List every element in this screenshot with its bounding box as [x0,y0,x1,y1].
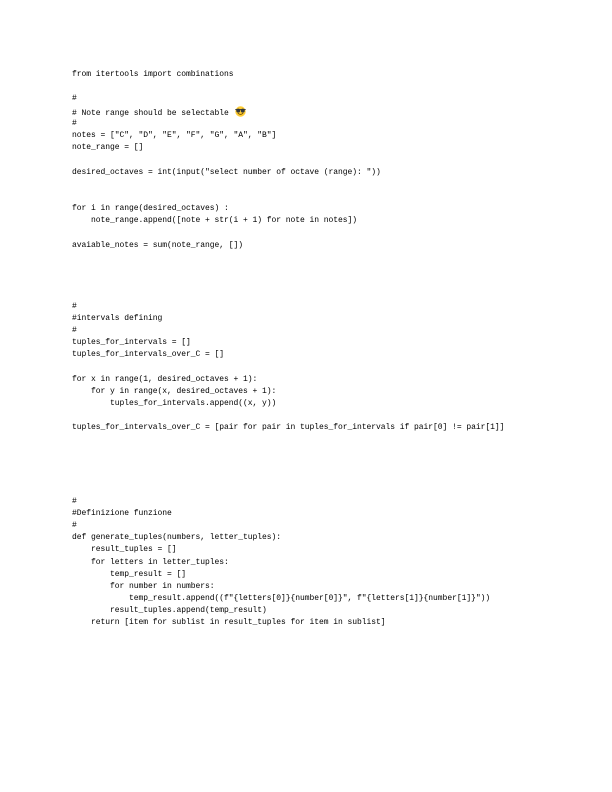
code-line [72,422,504,434]
code-text: temp_result.append((f"{letters[0]}{number[0]}", f"{letters[1]}{number[1]}")) [72,594,491,604]
code-line [72,81,504,93]
code-line [72,69,504,81]
code-text: for number in numbers: [72,581,215,591]
code-line [72,313,504,325]
code-text: for letters in letter_tuples: [72,557,229,567]
code-line [72,325,504,337]
code-text: tuples_for_intervals.append((x, y)) [72,399,277,409]
code-line [72,374,504,386]
code-line [72,301,504,313]
code-text: for i in range(desired_octaves) : [72,204,229,214]
code-text: notes = ["C", "D", "E", "F", "G", "A", "B"] [72,130,277,140]
code-line [72,130,504,142]
code-line [72,605,504,617]
code-text: # [72,118,77,128]
code-text: # Note range should be selectable [72,108,234,118]
code-line [72,459,504,471]
code-text: # [72,520,77,530]
code-line [72,435,504,447]
code-line [72,215,504,227]
code-line [72,520,504,532]
code-text: return [item for sublist in result_tuples for item in sublist] [72,618,386,628]
code-line [72,191,504,203]
code-line [72,227,504,239]
code-line [72,496,504,508]
code-text: for x in range(1, desired_octaves + 1): [72,374,258,384]
code-line [72,398,504,410]
code-text: tuples_for_intervals_over_C = [] [72,350,225,360]
code-text: from itertools import combinations [72,70,234,79]
code-line [72,483,504,495]
code-line [72,167,504,179]
code-text: # [72,301,77,311]
code-line [72,264,504,276]
code-line [72,410,504,422]
code-line [72,386,504,398]
code-text: for y in range(x, desired_octaves + 1): [72,386,277,396]
code-text: result_tuples.append(temp_result) [72,606,267,616]
code-line [72,276,504,288]
code-line [72,106,504,118]
code-line [72,349,504,361]
code-text: avaiable_notes = sum(note_range, []) [72,240,244,250]
code-text: note_range = [] [72,143,144,153]
code-line [72,179,504,191]
code-line [72,288,504,300]
code-text: # [72,325,77,335]
code-line [72,142,504,154]
code-line [72,508,504,520]
code-text: # [72,496,77,506]
code-line [72,337,504,349]
code-line [72,532,504,544]
code-text: desired_octaves = int(input("select number of octave (range): ")) [72,167,381,177]
code-text: tuples_for_intervals = [] [72,338,191,348]
code-line [72,617,504,629]
code-text: result_tuples = [] [72,545,177,555]
code-line [72,557,504,569]
code-line [72,581,504,593]
code-line [72,471,504,483]
code-line [72,93,504,105]
smiling-face-with-sunglasses-icon [235,106,246,117]
code-text: # [72,94,77,104]
code-line [72,154,504,166]
code-block [72,69,504,630]
code-text: #intervals defining [72,313,163,323]
code-text: note_range.append([note + str(i + 1) for note in notes]) [72,216,358,226]
code-line [72,569,504,581]
code-line [72,544,504,556]
code-line [72,593,504,605]
code-text: def generate_tuples(numbers, letter_tuples): [72,533,282,543]
code-line [72,203,504,215]
code-line [72,447,504,459]
code-line [72,252,504,264]
code-line [72,240,504,252]
code-line [72,362,504,374]
code-text: temp_result = [] [72,569,187,579]
code-text: #Definizione funzione [72,508,172,518]
code-line [72,118,504,130]
code-text: tuples_for_intervals_over_C = [pair for pair in tuples_for_intervals if pair[0] != pair[1]] [72,423,505,433]
